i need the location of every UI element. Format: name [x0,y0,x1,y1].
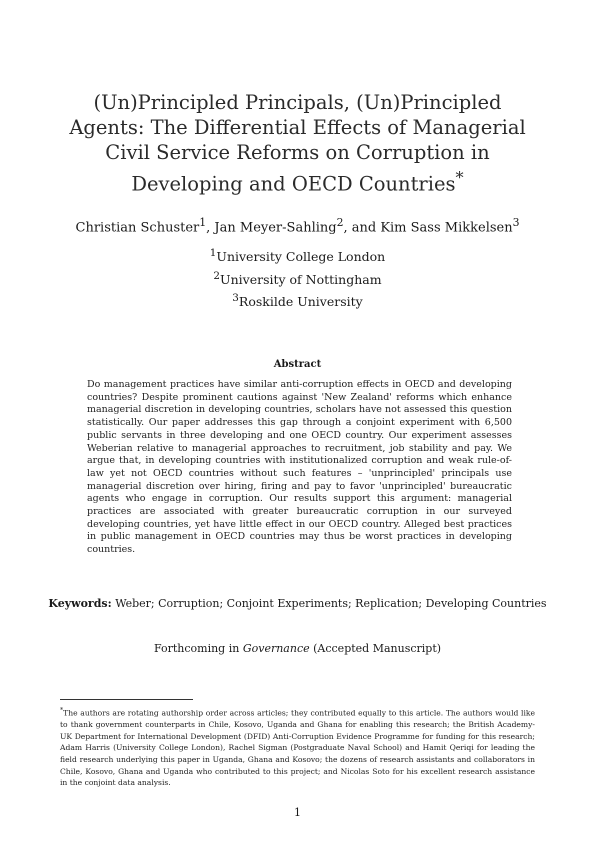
affiliation-name: University College London [216,249,386,265]
footnote [60,705,535,789]
abstract-text: Do management practices have similar anti-corruption effects in OECD and developing countries? Despite prominent cautions against 'New Zealand' reforms which enhance managerial discretion in developing countries, scholars have not assessed this question statistically. Our paper addresses this gap through a conjoint experiment with 6,500 public servants in three developing and one OECD country. Our experiment assesses Weberian relative to managerial approaches to recruitment, job stability and pay. We argue that, in developing countries with institutionalized corruption and weak rule-of-law yet not OECD countries without such features – 'unprincipled' principals use managerial discretion over hiring, firing and pay to favor 'unprincipled' bureaucratic agents who engage in corruption. Our results support this argument: managerial practices are associated with greater bureaucratic corruption in our surveyed developing countries, yet have little effect in our OECD country. Alleged best practices in public management in OECD countries may thus be worst practices in developing countries. [87,379,512,556]
author-name: Kim Sass Mikkelsen [380,220,513,236]
author-separator: , [206,220,215,236]
author-name: Jan Meyer-Sahling [214,220,337,236]
author-affiliation-mark: 2 [336,216,344,229]
keywords-text: Weber; Corruption; Conjoint Experiments; Replication; Developing Countries [115,597,547,610]
affiliation-line [100,289,495,312]
paper-title-text: (Un)Principled Principals, (Un)Principled Agents: The Differential Effects of Managerial Civil Service Reforms on Corruption in Developing and OECD Countries [69,91,526,196]
affiliation-mark: 3 [232,292,239,305]
publication-prefix: Forthcoming in [153,642,240,655]
author-list [40,214,555,237]
publication-note [0,642,595,655]
affiliation-name: Roskilde University [238,294,363,310]
affiliation-mark: 1 [209,247,217,259]
affiliation-name: University of Nottingham [220,271,382,287]
author-separator: , and [343,220,381,236]
affiliation-mark: 2 [213,269,221,282]
affiliation-line [100,267,495,290]
affiliation-list [100,244,495,312]
page-number: 1 [294,806,301,819]
footnote-text: The authors are rotating authorship order across articles; they contributed equally to this article. The authors would like to thank government counterparts in Chile, Kosovo, Uganda and Ghana for enabling this research; the British Academy-UK Department for International Development (DFID) Anti-Corruption Evidence Programme for funding for this research; Adam Harris (University College London), Rachel Sigman (Postgraduate Naval School) and Hamit Qeriqi for leading the field research underlying this paper in Uganda, Ghana and Kosovo; the dozens of research assistants and collaborators in Chile, Kosovo, Ghana and Uganda who contributed to this project; and Nicolas Soto for his excellent research assistance in the conjoint data analysis. [60,708,535,788]
affiliation-line [100,244,495,267]
footnote-divider [60,699,193,700]
author-name: Christian Schuster [75,220,200,236]
title-footnote-mark: * [455,168,464,187]
publication-suffix: (Accepted Manuscript) [313,642,442,655]
author-affiliation-mark: 1 [199,216,207,229]
keywords-label: Keywords: [48,597,112,610]
paper-title [60,90,535,197]
journal-name: Governance [242,642,310,655]
abstract-heading: Abstract [273,359,322,370]
author-affiliation-mark: 3 [512,216,520,229]
footnote-mark: * [60,707,64,714]
keywords [0,597,595,610]
